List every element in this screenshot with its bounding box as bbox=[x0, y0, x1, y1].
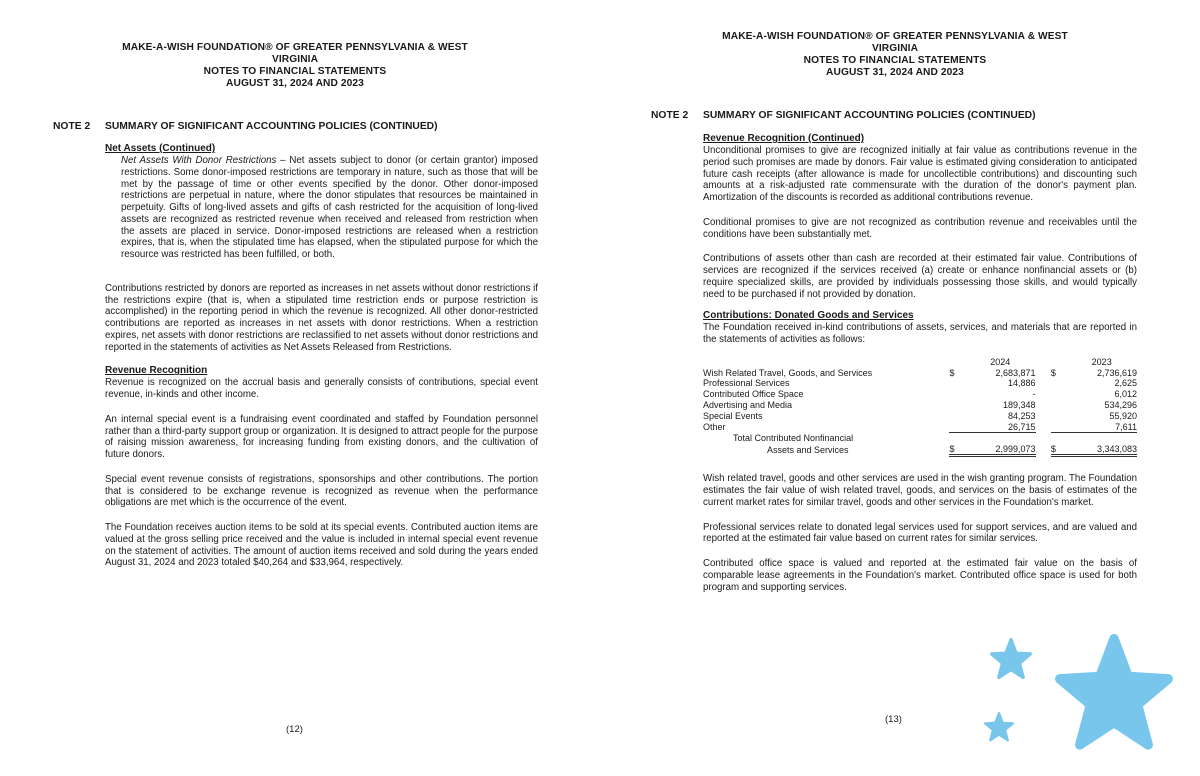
donated-paragraph: The Foundation received in-kind contributions of assets, services, and materials that are reported in the statements of activities as follows: bbox=[703, 322, 1137, 345]
page-number: (13) bbox=[885, 714, 902, 725]
row-label: Special Events bbox=[703, 410, 763, 421]
total-label: Total Contributed Nonfinancial bbox=[733, 432, 854, 443]
table-row bbox=[703, 368, 1137, 379]
header-title: NOTES TO FINANCIAL STATEMENTS bbox=[803, 55, 987, 66]
header-date: AUGUST 31, 2024 AND 2023 bbox=[826, 67, 964, 78]
donated-heading: Contributions: Donated Goods and Services bbox=[703, 310, 914, 322]
row-label: Wish Related Travel, Goods, and Services bbox=[703, 367, 873, 378]
conditional-paragraph: Conditional promises to give are not recognized as contribution revenue and receivables until the conditions have been substantially met. bbox=[703, 216, 1137, 240]
note-number: NOTE 2 bbox=[651, 110, 689, 121]
note-number: NOTE 2 bbox=[53, 121, 91, 132]
row-label: Advertising and Media bbox=[703, 399, 793, 410]
row-label: Other bbox=[703, 422, 726, 433]
header-org: MAKE-A-WISH FOUNDATION® OF GREATER PENNSYLVANIA & WEST VIRGINIA bbox=[122, 42, 468, 65]
office-paragraph: Contributed office space is valued and reported at the estimated fair value on the basis of comparable lease agreements in the Foundation's market. Contributed office space is used for both program and supporting services. bbox=[703, 558, 1137, 593]
table-row bbox=[703, 389, 1137, 400]
table-row bbox=[703, 378, 1137, 389]
table-total-row bbox=[703, 444, 1137, 456]
currency-symbol: $ bbox=[1051, 444, 1067, 456]
note-title: SUMMARY OF SIGNIFICANT ACCOUNTING POLICIES (CONTINUED) bbox=[703, 110, 1036, 121]
value-2024: 84,253 bbox=[1008, 410, 1036, 421]
contributions-paragraph: Contributions restricted by donors are reported as increases in net assets without donor restrictions if the restrictions expire (that is, when a stipulated time restriction ends or purpose restriction is accomplished) in the reporting period in which the revenue is recognized. All other donor-restricted contributions are reported as increases in net assets with donor restrictions. When a restriction expires, net assets with donor restrictions are reclassified to net assets without donor restrictions and reported in the statements of activities as Net Assets Released from Restrictions. bbox=[105, 282, 538, 353]
net-assets-text: – Net assets subject to donor (or certain grantor) imposed restrictions. Some donor-imposed restrictions are temporary in nature, such as those that will be met by the passage of time or other events specified by the donor. Other donor-imposed restrictions are perpetual in nature, where the donor stipulates that resources be maintained in perpetuity. Gifts of long-lived assets and gifts of cash restricted for the acquisition of long-lived assets are recognized as restricted revenue when received and released from restriction when the assets are placed in service. Donor-imposed restrictions are released when a restriction expires, that is, when the stipulated time has elapsed, when the stipulated purpose for which the resource was restricted has been fulfilled, or both. bbox=[121, 155, 538, 260]
note-title: SUMMARY OF SIGNIFICANT ACCOUNTING POLICIES (CONTINUED) bbox=[105, 121, 438, 132]
net-assets-paragraph bbox=[105, 155, 538, 261]
note-heading bbox=[53, 121, 438, 132]
table-total-label-row bbox=[703, 433, 1137, 444]
small-star-icon bbox=[990, 638, 1032, 680]
page-header bbox=[100, 42, 490, 90]
value-2023: 534,296 bbox=[1104, 399, 1137, 410]
large-star-icon bbox=[1055, 634, 1173, 752]
table-header-row bbox=[703, 357, 1137, 368]
net-assets-heading: Net Assets (Continued) bbox=[105, 143, 216, 154]
table-row bbox=[703, 411, 1137, 422]
value-2023: 2,736,619 bbox=[1096, 367, 1137, 378]
row-label: Contributed Office Space bbox=[703, 389, 804, 400]
professional-paragraph: Professional services relate to donated legal services used for support services, and are valued and reported at the estimated fair value based on current rates for similar services. bbox=[703, 521, 1137, 545]
currency-symbol: $ bbox=[1050, 367, 1056, 378]
in-kind-table bbox=[703, 357, 1137, 458]
unconditional-paragraph: Unconditional promises to give are recognized initially at fair value as contributions revenue in the period such promises are made by donors. Fair value is estimated giving consideration to anticipated future cash receipts (after allowance is made for uncollectible contributions) and discounting such amounts at a risk-adjusted rate commensurate with the duration of the donor's payment plan. Amortization of the discounts is recorded as additional contributions revenue. bbox=[703, 145, 1137, 203]
page-number: (12) bbox=[286, 724, 303, 735]
header-date: AUGUST 31, 2024 AND 2023 bbox=[226, 78, 364, 89]
year-2023: 2023 bbox=[1091, 356, 1112, 367]
net-assets-lead: Net Assets With Donor Restrictions bbox=[121, 155, 277, 166]
special-event-paragraph: An internal special event is a fundraising event coordinated and staffed by Foundation personnel rather than a third-party support group or organization. It is designed to attract people for the purpose of raising mission awareness, for increasing funding from existing donors, and the cultivation of future donors. bbox=[105, 413, 538, 460]
value-2024: 2,683,871 bbox=[995, 367, 1036, 378]
assets-paragraph: Contributions of assets other than cash are recorded at their estimated fair value. Contributions of services are recognized if the services received (a) create or enhance nonfinancial assets or (b) require specialized skills, are provided by individuals possessing those skills, and would typically need to be purchased if not provided by donation. bbox=[703, 253, 1137, 300]
value-2024: 189,348 bbox=[1003, 399, 1036, 410]
currency-symbol: $ bbox=[949, 444, 965, 456]
page-header bbox=[700, 31, 1090, 79]
left-body bbox=[105, 143, 538, 569]
revenue-continued-heading: Revenue Recognition (Continued) bbox=[703, 133, 865, 144]
value-2024: 26,715 bbox=[965, 422, 1036, 433]
header-org: MAKE-A-WISH FOUNDATION® OF GREATER PENNSYLVANIA & WEST VIRGINIA bbox=[722, 31, 1068, 54]
right-body bbox=[703, 133, 1137, 593]
revenue-heading: Revenue Recognition bbox=[105, 365, 208, 377]
value-2023: 6,012 bbox=[1114, 389, 1137, 400]
currency-symbol: $ bbox=[949, 367, 955, 378]
row-label: Professional Services bbox=[703, 378, 790, 389]
special-revenue-paragraph: Special event revenue consists of registrations, sponsorships and other contributions. The portion that is considered to be exchange revenue is recognized as revenue when the performance obligations are met which is the occurrence of the event. bbox=[105, 473, 538, 509]
table-row bbox=[703, 422, 1137, 433]
tiny-star-icon bbox=[984, 712, 1014, 742]
auction-paragraph: The Foundation receives auction items to be sold at its special events. Contributed auction items are valued at the gross selling price received and the value is included in internal special event revenue on the statement of activities. The amount of auction items received and sold during the years ended August 31, 2024 and 2023 totaled $40,264 and $33,964, respectively. bbox=[105, 522, 538, 569]
value-2024: - bbox=[1032, 389, 1036, 400]
note-heading bbox=[651, 110, 1036, 121]
year-2024: 2024 bbox=[990, 356, 1011, 367]
value-2023: 7,611 bbox=[1066, 422, 1137, 433]
total-2024: 2,999,073 bbox=[965, 444, 1036, 456]
wish-paragraph: Wish related travel, goods and other services are used in the wish granting program. The Foundation estimates the fair value of wish related travel, goods, and services on the basis of estimates of the current market rates for similar travel, goods and other services in the Foundation's market. bbox=[703, 473, 1137, 508]
value-2024: 14,886 bbox=[1008, 378, 1036, 389]
revenue-paragraph: Revenue is recognized on the accrual basis and generally consists of contributions, special event revenue, in-kinds and other income. bbox=[105, 377, 538, 400]
value-2023: 2,625 bbox=[1114, 378, 1137, 389]
table-row bbox=[703, 400, 1137, 411]
total-2023: 3,343,083 bbox=[1066, 444, 1137, 456]
right-page bbox=[600, 0, 1200, 776]
total-label-2: Assets and Services bbox=[767, 445, 849, 456]
header-title: NOTES TO FINANCIAL STATEMENTS bbox=[203, 66, 387, 77]
value-2023: 55,920 bbox=[1109, 410, 1137, 421]
